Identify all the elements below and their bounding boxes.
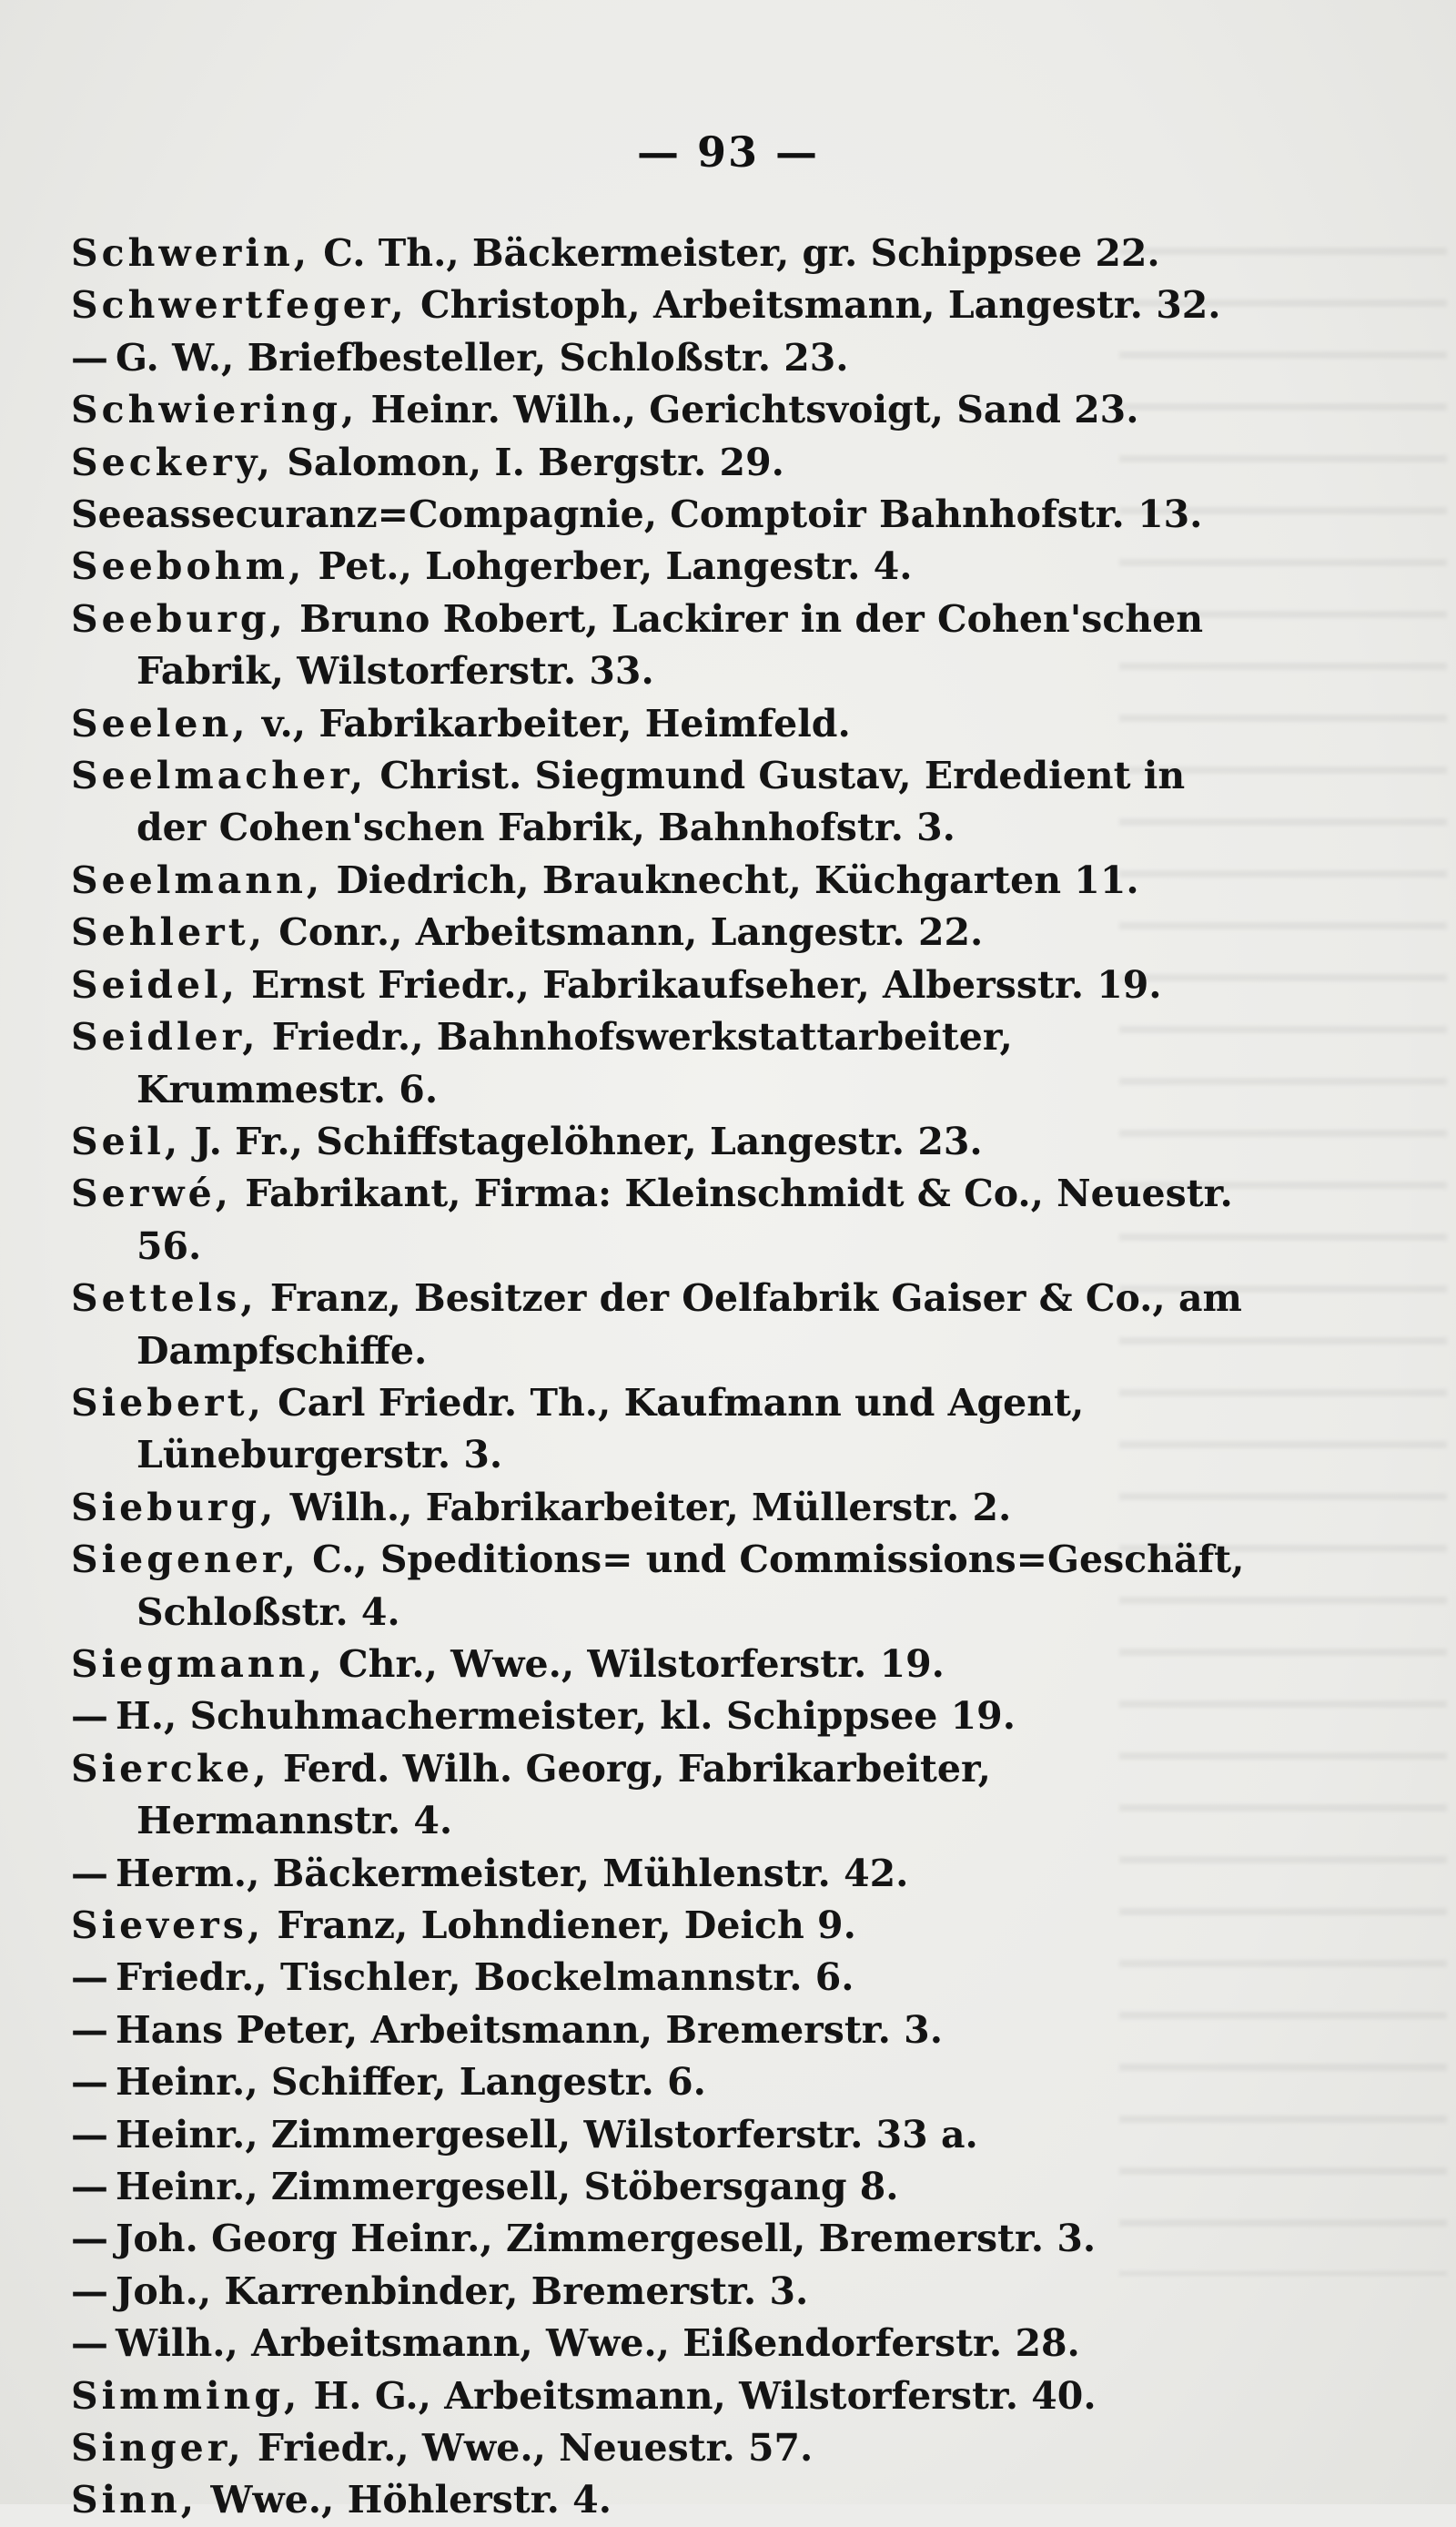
entry-details: Fabrikant, Firma: Kleinschmidt & Co., Neuestr. 56. <box>136 1172 1233 1268</box>
directory-entry <box>71 2318 1245 2370</box>
directory-entry <box>71 907 1245 959</box>
entry-surname: Seil, <box>71 1119 182 1163</box>
directory-entry <box>71 698 1245 750</box>
entry-details: Bruno Robert, Lackirer in der Cohen'schen Fabrik, Wilstorferstr. 33. <box>136 596 1204 694</box>
entry-dash: — <box>71 1851 108 1895</box>
entry-surname: Siebert, <box>71 1380 265 1425</box>
directory-entry <box>71 1952 1245 2004</box>
entry-details: Joh., Karrenbinder, Bremerstr. 3. <box>116 2268 809 2313</box>
entry-dash: — <box>71 335 108 380</box>
entry-details: Diedrich, Brauknecht, Küchgarten 11. <box>323 858 1139 902</box>
directory-entry <box>71 1273 1245 1377</box>
entry-details: C. Th., Bäckermeister, gr. Schippsee 22. <box>310 231 1160 275</box>
directory-entry <box>71 541 1245 593</box>
directory-entry <box>71 437 1245 489</box>
entry-details: Wilh., Arbeitsmann, Wwe., Eißendorferstr. 28. <box>116 2321 1080 2366</box>
directory-entry <box>71 228 1245 279</box>
directory-entry <box>71 1848 1245 1900</box>
entry-dash: — <box>71 2007 108 2052</box>
entry-details: Hans Peter, Arbeitsmann, Bremerstr. 3. <box>116 2007 943 2052</box>
entry-surname: Seidel, <box>71 962 238 1007</box>
entry-details: Ernst Friedr., Fabrikaufseher, Albersstr. 19. <box>238 962 1162 1007</box>
entry-surname: Siercke, <box>71 1746 270 1791</box>
entry-details: Heinr., Zimmergesell, Stöbersgang 8. <box>116 2165 899 2209</box>
entry-surname: Siegener, <box>71 1538 299 1582</box>
entry-details: Friedr., Bahnhofswerkstattarbeiter, Krummestr. 6. <box>136 1015 1013 1111</box>
entry-details: Pet., Lohgerber, Langestr. 4. <box>305 544 913 589</box>
directory-entry <box>71 1482 1245 1534</box>
entry-surname: Seckery, <box>71 440 274 484</box>
directory-entry <box>71 2056 1245 2108</box>
directory-entry <box>71 2422 1245 2474</box>
entry-details: Heinr. Wilh., Gerichtsvoigt, Sand 23. <box>358 388 1139 432</box>
entry-details: Heinr., Schiffer, Langestr. 6. <box>116 2060 706 2105</box>
entry-surname: Sehlert, <box>71 910 266 955</box>
directory-entry <box>71 1011 1245 1116</box>
entry-surname: Settels, <box>71 1276 258 1321</box>
directory-entry <box>71 489 1245 541</box>
entry-surname: Seebohm, <box>71 544 306 589</box>
entry-surname: Schwiering, <box>71 388 359 432</box>
directory-entry <box>71 1690 1245 1742</box>
directory-entries <box>71 228 1245 2527</box>
entry-details: Chr., Wwe., Wilstorferstr. 19. <box>325 1641 945 1686</box>
directory-entry <box>71 1900 1245 1952</box>
entry-surname: Sievers, <box>71 1903 265 1947</box>
entry-details: v., Fabrikarbeiter, Heimfeld. <box>248 701 851 746</box>
entry-details: G. W., Briefbesteller, Schloßstr. 23. <box>116 335 849 380</box>
entry-details: J. Fr., Schiffstagelöhner, Langestr. 23. <box>181 1119 983 1163</box>
entry-details: Friedr., Tischler, Bockelmannstr. 6. <box>116 1955 854 2000</box>
entry-details: Heinr., Zimmergesell, Wilstorferstr. 33 a. <box>116 2112 978 2157</box>
entry-dash: — <box>71 1694 108 1739</box>
directory-entry <box>71 2266 1245 2318</box>
entry-details: Franz, Besitzer der Oelfabrik Gaiser & Co., am Dampfschiffe. <box>136 1276 1242 1373</box>
entry-surname: Sieburg, <box>71 1485 278 1529</box>
entry-details: Friedr., Wwe., Neuestr. 57. <box>244 2426 814 2471</box>
entry-dash: — <box>71 2321 108 2366</box>
directory-entry <box>71 855 1245 907</box>
entry-dash: — <box>71 2165 108 2209</box>
entry-details: Franz, Lohndiener, Deich 9. <box>264 1903 856 1947</box>
directory-entry <box>71 279 1245 331</box>
entry-surname: Seelmacher, <box>71 754 368 798</box>
entry-details: C., Speditions= und Commissions=Geschäft, Schloßstr. 4. <box>136 1538 1245 1634</box>
directory-entry <box>71 2213 1245 2265</box>
entry-details: Christoph, Arbeitsmann, Langestr. 32. <box>407 283 1221 328</box>
directory-entry <box>71 2474 1245 2526</box>
directory-entry <box>71 1168 1245 1273</box>
directory-entry <box>71 2004 1245 2056</box>
entry-details: Wwe., Höhlerstr. 4. <box>197 2478 612 2522</box>
entry-dash: — <box>71 2268 108 2313</box>
entry-surname: Seeburg, <box>71 596 287 641</box>
entry-details: Christ. Siegmund Gustav, Erdedient in der Cohen'schen Fabrik, Bahnhofstr. 3. <box>136 754 1186 850</box>
directory-entry <box>71 1377 1245 1482</box>
entry-surname: Schwertfeger, <box>71 283 408 328</box>
directory-entry <box>71 1639 1245 1690</box>
entry-surname: Singer, <box>71 2426 245 2471</box>
directory-entry <box>71 2109 1245 2161</box>
directory-entry <box>71 2161 1245 2213</box>
page-number: — 93 — <box>636 127 820 177</box>
entry-details: Conr., Arbeitsmann, Langestr. 22. <box>265 910 984 955</box>
entry-surname: Simming, <box>71 2373 301 2418</box>
entry-details: Wilh., Fabrikarbeiter, Müllerstr. 2. <box>277 1485 1012 1529</box>
entry-dash: — <box>71 1955 108 2000</box>
directory-entry <box>71 959 1245 1011</box>
entry-dash: — <box>71 2217 108 2261</box>
directory-entry <box>71 594 1245 698</box>
entry-details: H. G., Arbeitsmann, Wilstorferstr. 40. <box>300 2373 1097 2418</box>
directory-entry <box>71 1116 1245 1168</box>
entry-surname: Sinn, <box>71 2478 198 2522</box>
entry-surname: Serwé, <box>71 1172 232 1216</box>
entry-dash: — <box>71 2060 108 2105</box>
entry-surname: Seidler, <box>71 1015 259 1060</box>
entry-details: Joh. Georg Heinr., Zimmergesell, Bremerstr. 3. <box>116 2217 1097 2261</box>
entry-details: H., Schuhmachermeister, kl. Schippsee 19. <box>116 1694 1016 1739</box>
entry-details: Herm., Bäckermeister, Mühlenstr. 42. <box>116 1851 909 1895</box>
entry-details: Ferd. Wilh. Georg, Fabrikarbeiter, Hermannstr. 4. <box>136 1746 991 1843</box>
entry-surname: Siegmann, <box>71 1641 326 1686</box>
directory-entry <box>71 1743 1245 1848</box>
entry-dash: — <box>71 2112 108 2157</box>
directory-entry <box>71 332 1245 384</box>
entry-surname: Schwerin, <box>71 231 311 275</box>
directory-entry <box>71 384 1245 436</box>
directory-entry <box>71 750 1245 855</box>
entry-details: Seeassecuranz=Compagnie, Comptoir Bahnhofstr. 13. <box>71 492 1203 537</box>
entry-details: Carl Friedr. Th., Kaufmann und Agent, Lüneburgerstr. 3. <box>136 1380 1085 1477</box>
directory-entry <box>71 2370 1245 2422</box>
entry-surname: Seelen, <box>71 701 249 746</box>
directory-entry <box>71 1534 1245 1639</box>
entry-details: Salomon, I. Bergstr. 29. <box>273 440 784 484</box>
entry-surname: Seelmann, <box>71 858 324 902</box>
